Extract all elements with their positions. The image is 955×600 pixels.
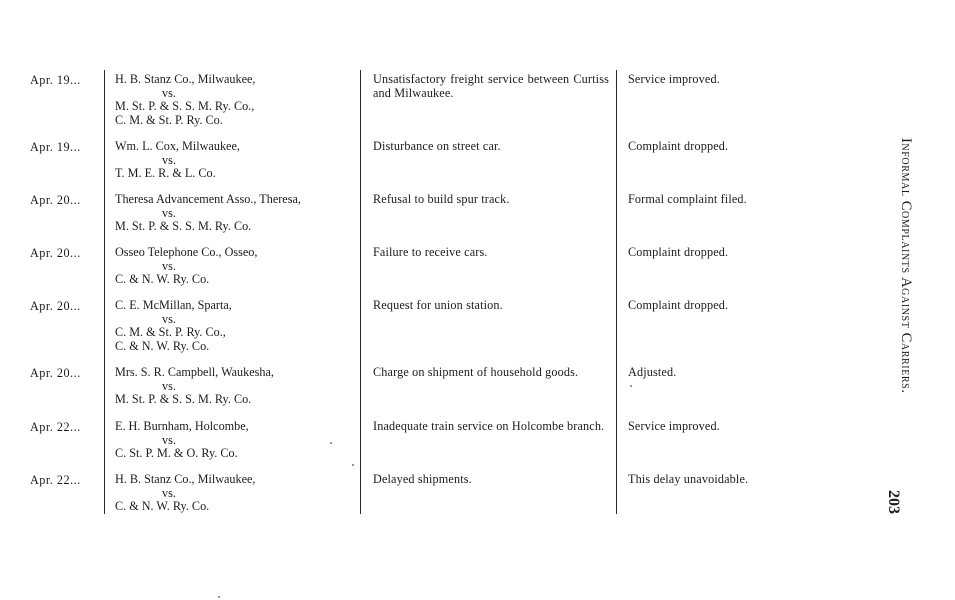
respondent: C. St. P. M. & O. Ry. Co. bbox=[115, 446, 238, 460]
complaint-nature: Failure to receive cars. bbox=[373, 245, 488, 259]
entry-date: Apr. 20... bbox=[30, 299, 81, 313]
column-rule-2 bbox=[360, 70, 361, 514]
complaint-disposition: Formal complaint filed. bbox=[628, 192, 747, 206]
versus-label: vs. bbox=[162, 485, 176, 500]
complaint-disposition: This delay unavoidable. bbox=[628, 472, 749, 486]
respondent: C. & N. W. Ry. Co. bbox=[115, 499, 210, 513]
versus-label: vs. bbox=[162, 205, 176, 220]
entry-parties bbox=[115, 299, 360, 353]
scan-speck bbox=[330, 442, 332, 444]
entry-parties bbox=[115, 73, 360, 127]
running-head: Informal Complaints Against Carriers. bbox=[898, 138, 914, 394]
respondent: M. St. P. & S. S. M. Ry. Co., bbox=[115, 99, 255, 113]
complaint-disposition: Service improved. bbox=[628, 72, 720, 86]
entry-parties bbox=[115, 366, 360, 407]
complainant: Wm. L. Cox, Milwaukee, bbox=[115, 139, 240, 153]
versus-label: vs. bbox=[162, 258, 176, 273]
scan-speck bbox=[630, 385, 632, 387]
respondent: M. St. P. & S. S. M. Ry. Co. bbox=[115, 219, 252, 233]
complaint-nature: Charge on shipment of household goods. bbox=[373, 365, 579, 379]
complaint-nature: Refusal to build spur track. bbox=[373, 192, 510, 206]
complaint-disposition: Service improved. bbox=[628, 419, 720, 433]
complainant: E. H. Burnham, Holcombe, bbox=[115, 419, 249, 433]
column-rule-3 bbox=[616, 70, 617, 514]
complaint-disposition: Complaint dropped. bbox=[628, 298, 729, 312]
respondent: C. & N. W. Ry. Co. bbox=[115, 272, 210, 286]
complaint-disposition: Complaint dropped. bbox=[628, 139, 729, 153]
complainant: H. B. Stanz Co., Milwaukee, bbox=[115, 72, 256, 86]
column-rule-1 bbox=[104, 70, 105, 514]
complaint-nature: Delayed shipments. bbox=[373, 472, 472, 486]
respondent: C. M. & St. P. Ry. Co. bbox=[115, 112, 223, 127]
versus-label: vs. bbox=[162, 152, 176, 167]
entry-parties bbox=[115, 140, 360, 181]
complaint-disposition: Adjusted. bbox=[628, 365, 677, 379]
entry-parties bbox=[115, 420, 360, 461]
versus-label: vs. bbox=[162, 378, 176, 393]
complaint-nature: Request for union station. bbox=[373, 298, 503, 312]
complainant: Mrs. S. R. Campbell, Waukesha, bbox=[115, 365, 274, 379]
entry-date: Apr. 22... bbox=[30, 420, 81, 434]
entry-date: Apr. 20... bbox=[30, 193, 81, 207]
respondent: C. M. & St. P. Ry. Co., bbox=[115, 325, 226, 339]
entry-date: Apr. 22... bbox=[30, 473, 81, 487]
versus-label: vs. bbox=[162, 311, 176, 326]
entry-parties bbox=[115, 193, 360, 234]
complaint-nature: Disturbance on street car. bbox=[373, 139, 501, 153]
scan-speck bbox=[218, 596, 220, 598]
complainant: H. B. Stanz Co., Milwaukee, bbox=[115, 472, 256, 486]
complaint-disposition: Complaint dropped. bbox=[628, 245, 729, 259]
respondent: C. & N. W. Ry. Co. bbox=[115, 338, 210, 353]
entry-date: Apr. 19... bbox=[30, 73, 81, 87]
complainant: Theresa Advancement Asso., Theresa, bbox=[115, 192, 301, 206]
page-number: 203 bbox=[885, 490, 902, 514]
complainant: C. E. McMillan, Sparta, bbox=[115, 298, 232, 312]
entry-parties bbox=[115, 246, 360, 287]
complaint-nature: Inadequate train service on Holcombe branch. bbox=[373, 419, 605, 433]
entry-date: Apr. 20... bbox=[30, 246, 81, 260]
complaint-nature: Unsatisfactory freight service between Curtiss and Milwaukee. bbox=[373, 72, 609, 100]
entry-date: Apr. 20... bbox=[30, 366, 81, 380]
respondent: T. M. E. R. & L. Co. bbox=[115, 166, 216, 180]
entry-parties bbox=[115, 473, 360, 514]
scan-speck bbox=[352, 464, 354, 466]
complainant: Osseo Telephone Co., Osseo, bbox=[115, 245, 258, 259]
respondent: M. St. P. & S. S. M. Ry. Co. bbox=[115, 392, 252, 406]
entry-date: Apr. 19... bbox=[30, 140, 81, 154]
versus-label: vs. bbox=[162, 85, 176, 100]
versus-label: vs. bbox=[162, 432, 176, 447]
